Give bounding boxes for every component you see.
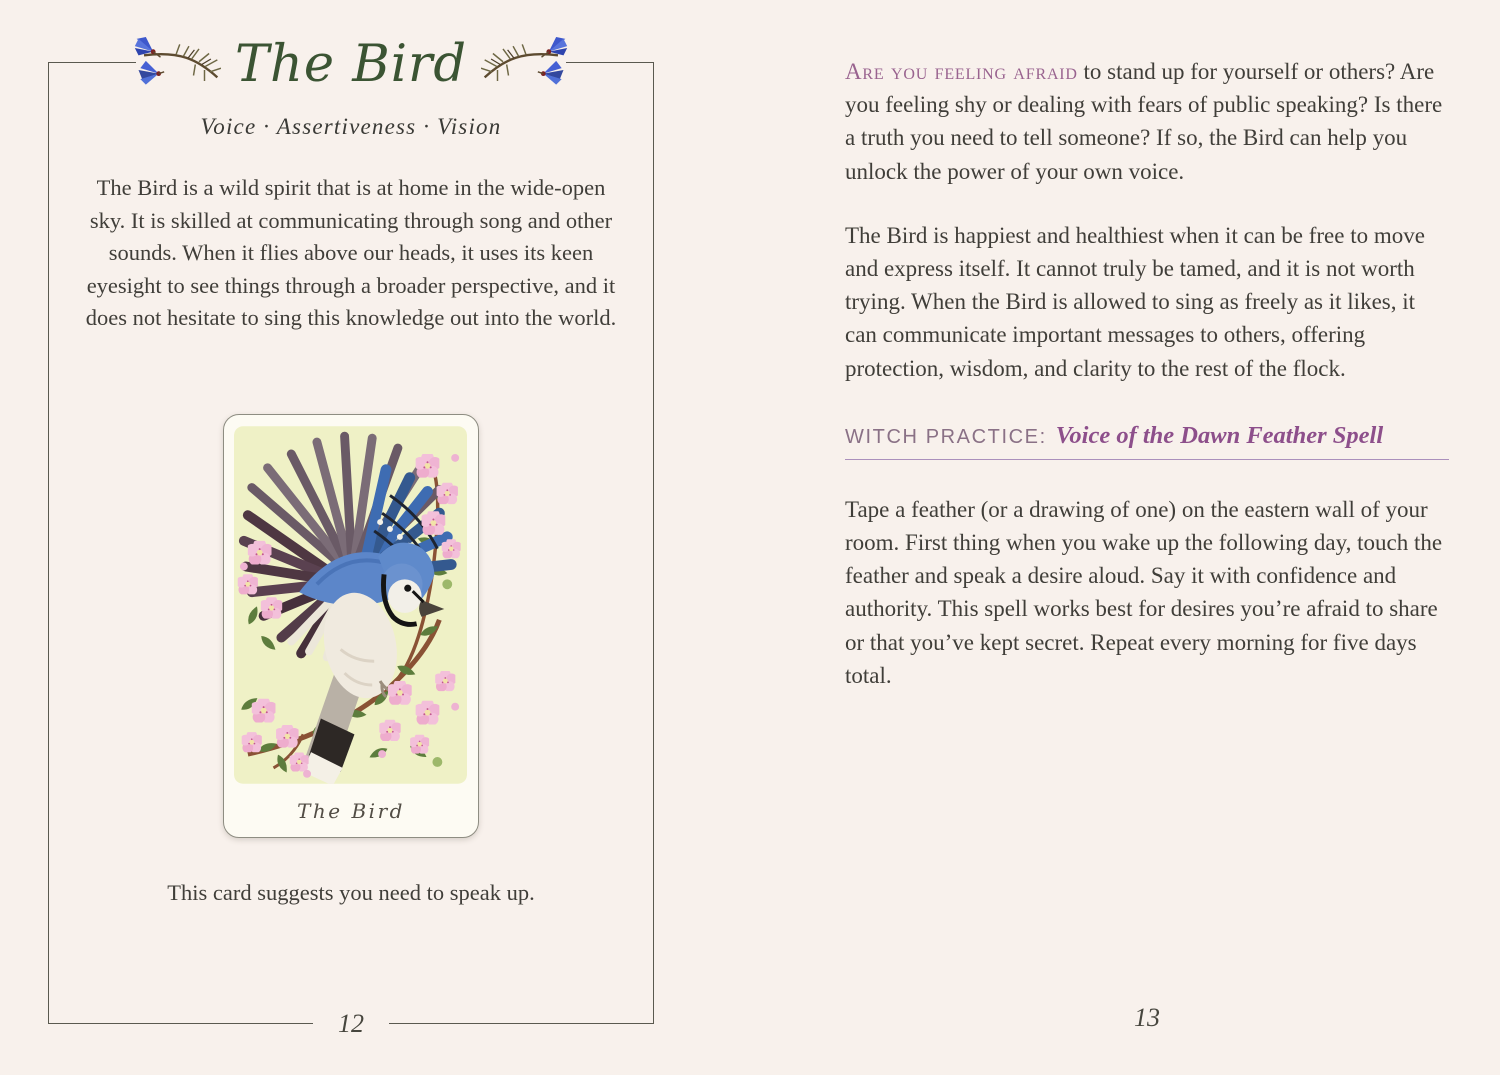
sprig-left-icon <box>133 37 221 92</box>
practice-title: Voice of the Dawn Feather Spell <box>1055 421 1384 449</box>
witch-practice-heading <box>845 422 1449 460</box>
chapter-title-block <box>136 26 566 102</box>
bird-card-illustration <box>234 426 467 784</box>
paragraph-spell: Tape a feather (or a drawing of one) on the eastern wall of your room. First thing when you wake up the following day, touch the feather and speak a desire aloud. Say it with confidence and authority. This spell works best for desires you’re afraid to share or that you’ve kept secret. Repeat every morning for five days total. <box>845 496 1443 688</box>
card-keywords: Voice · Assertiveness · Vision <box>200 114 502 139</box>
card-description: The Bird is a wild spirit that is at home in the wide-open sky. It is skilled at communicating through song and other sounds. When it flies above our heads, it uses its keen eyesight to see things through a broader perspective, and it does not hesitate to sing this knowledge out into the world. <box>85 175 617 331</box>
left-page <box>48 34 654 1038</box>
tarot-card <box>223 414 479 838</box>
paragraph-questions <box>845 55 1449 188</box>
page-number-left: 12 <box>313 1006 389 1042</box>
card-meaning: This card suggests you need to speak up. <box>167 880 535 905</box>
card-caption: The Bird <box>297 799 405 823</box>
paragraph-meaning: The Bird is happiest and healthiest when it can be free to move and express itself. It cannot truly be tamed, and it is not worth trying. When the Bird is allowed to sing as freely as it likes, it can communicate important messages to others, offering protection, wisdom, and clarity to the rest of the flock. <box>845 222 1425 381</box>
paragraph-lead-smallcaps: Are you feeling afraid <box>845 59 1078 84</box>
practice-label: WITCH PRACTICE: <box>845 425 1047 448</box>
sprig-right-icon <box>481 37 569 92</box>
paragraph-lead-rest: to stand up for yourself or others? Are you feeling shy or dealing with fears of public speaking? Is there a truth you need to tell someone? If so, the Bird can help you unlock the power of your own voice. <box>845 59 1443 184</box>
page-title: The Bird <box>234 34 468 94</box>
page-number-right: 13 <box>1134 1003 1160 1032</box>
right-page <box>845 55 1449 692</box>
